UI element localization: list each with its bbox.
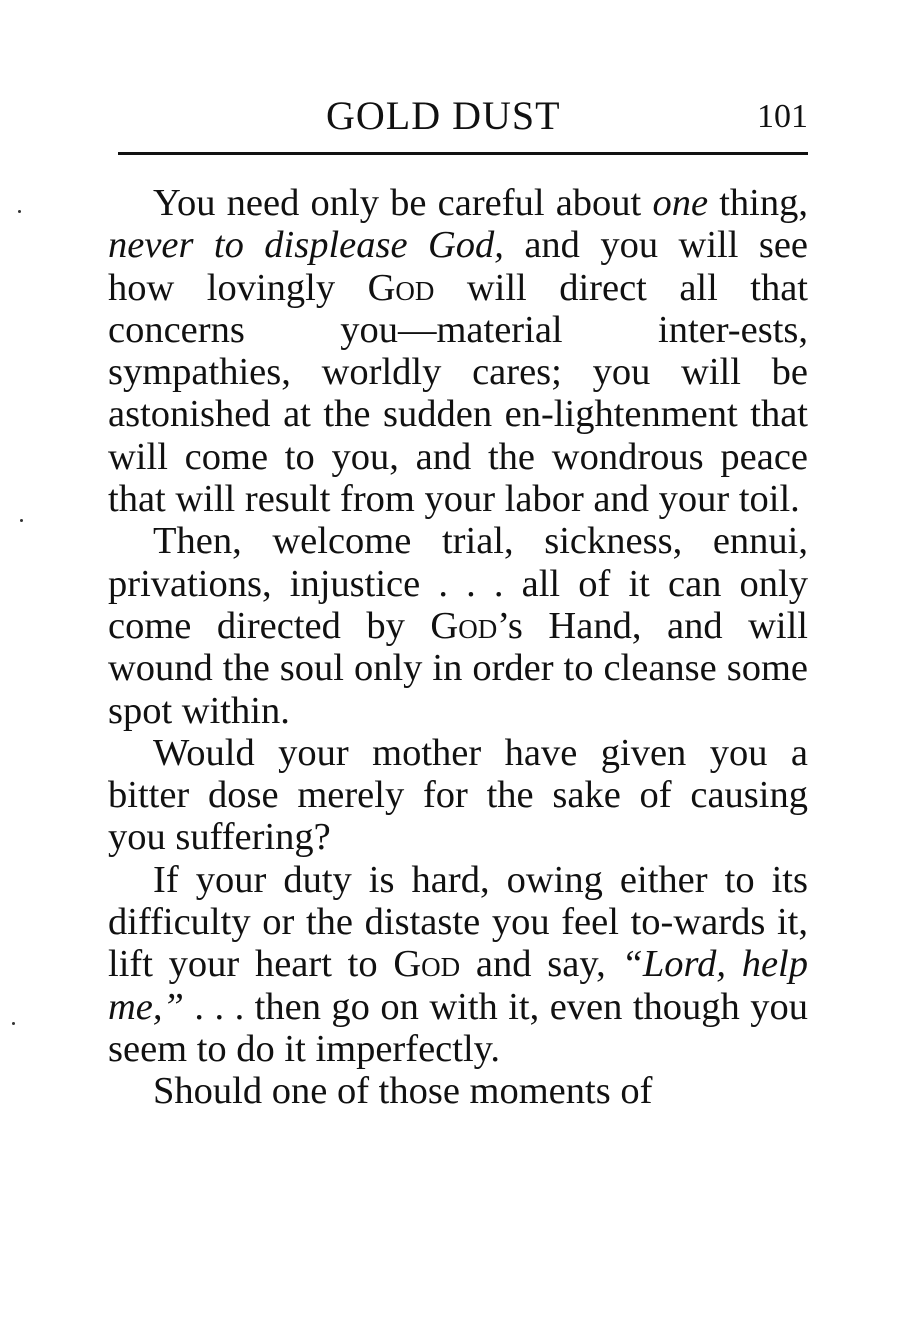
- italic-text: one: [652, 182, 709, 224]
- italic-text: “Lord, help me,”: [108, 943, 808, 1028]
- paragraph-1: [108, 182, 808, 520]
- small-caps-text: God: [430, 604, 498, 647]
- running-header: [108, 92, 808, 142]
- small-caps-text: God: [367, 266, 435, 309]
- small-caps-text: God: [393, 943, 461, 986]
- text-span: Then, welcome trial, sickness, ennui, privations, injustice . . . all of it can only come directed by: [108, 520, 808, 647]
- text-span: . . . then go on with it, even though you seem to do it imperfectly.: [108, 985, 808, 1070]
- page-number: 101: [757, 98, 808, 135]
- text-span: and you will see how lovingly: [108, 224, 808, 309]
- text-span: and say,: [460, 943, 622, 986]
- header-rule: [118, 152, 808, 155]
- paragraph-4: [108, 859, 808, 1070]
- text-span: Would your mother have given you a bitter dose merely for the sake of causing you suffering?: [108, 731, 808, 859]
- body-text: [108, 182, 808, 1113]
- scan-speck: [18, 210, 21, 213]
- paragraph-2: [108, 520, 808, 731]
- text-span: Should one of those moments of: [153, 1070, 653, 1113]
- text-span: You need only be careful about: [153, 182, 653, 224]
- paragraph-5: [108, 1070, 808, 1112]
- text-span: ’s Hand, and will wound the soul only in order to cleanse some spot within.: [108, 604, 808, 732]
- text-span: will direct all that concerns you—material inter-ests, sympathies, worldly cares; you will be astonished at the sudden en-lightenment that will come to you, and the wondrous peace that will result from your labor and your toil.: [108, 266, 808, 521]
- text-span: thing,: [708, 182, 808, 224]
- paragraph-3: [108, 732, 808, 859]
- scan-speck: [20, 519, 23, 522]
- text-span: If your duty is hard, owing either to its difficulty or the distaste you feel to-wards it, lift your heart to: [108, 858, 808, 986]
- italic-text: never to displease God,: [108, 224, 504, 267]
- scan-speck: [12, 1022, 15, 1025]
- running-title: GOLD DUST: [326, 93, 561, 138]
